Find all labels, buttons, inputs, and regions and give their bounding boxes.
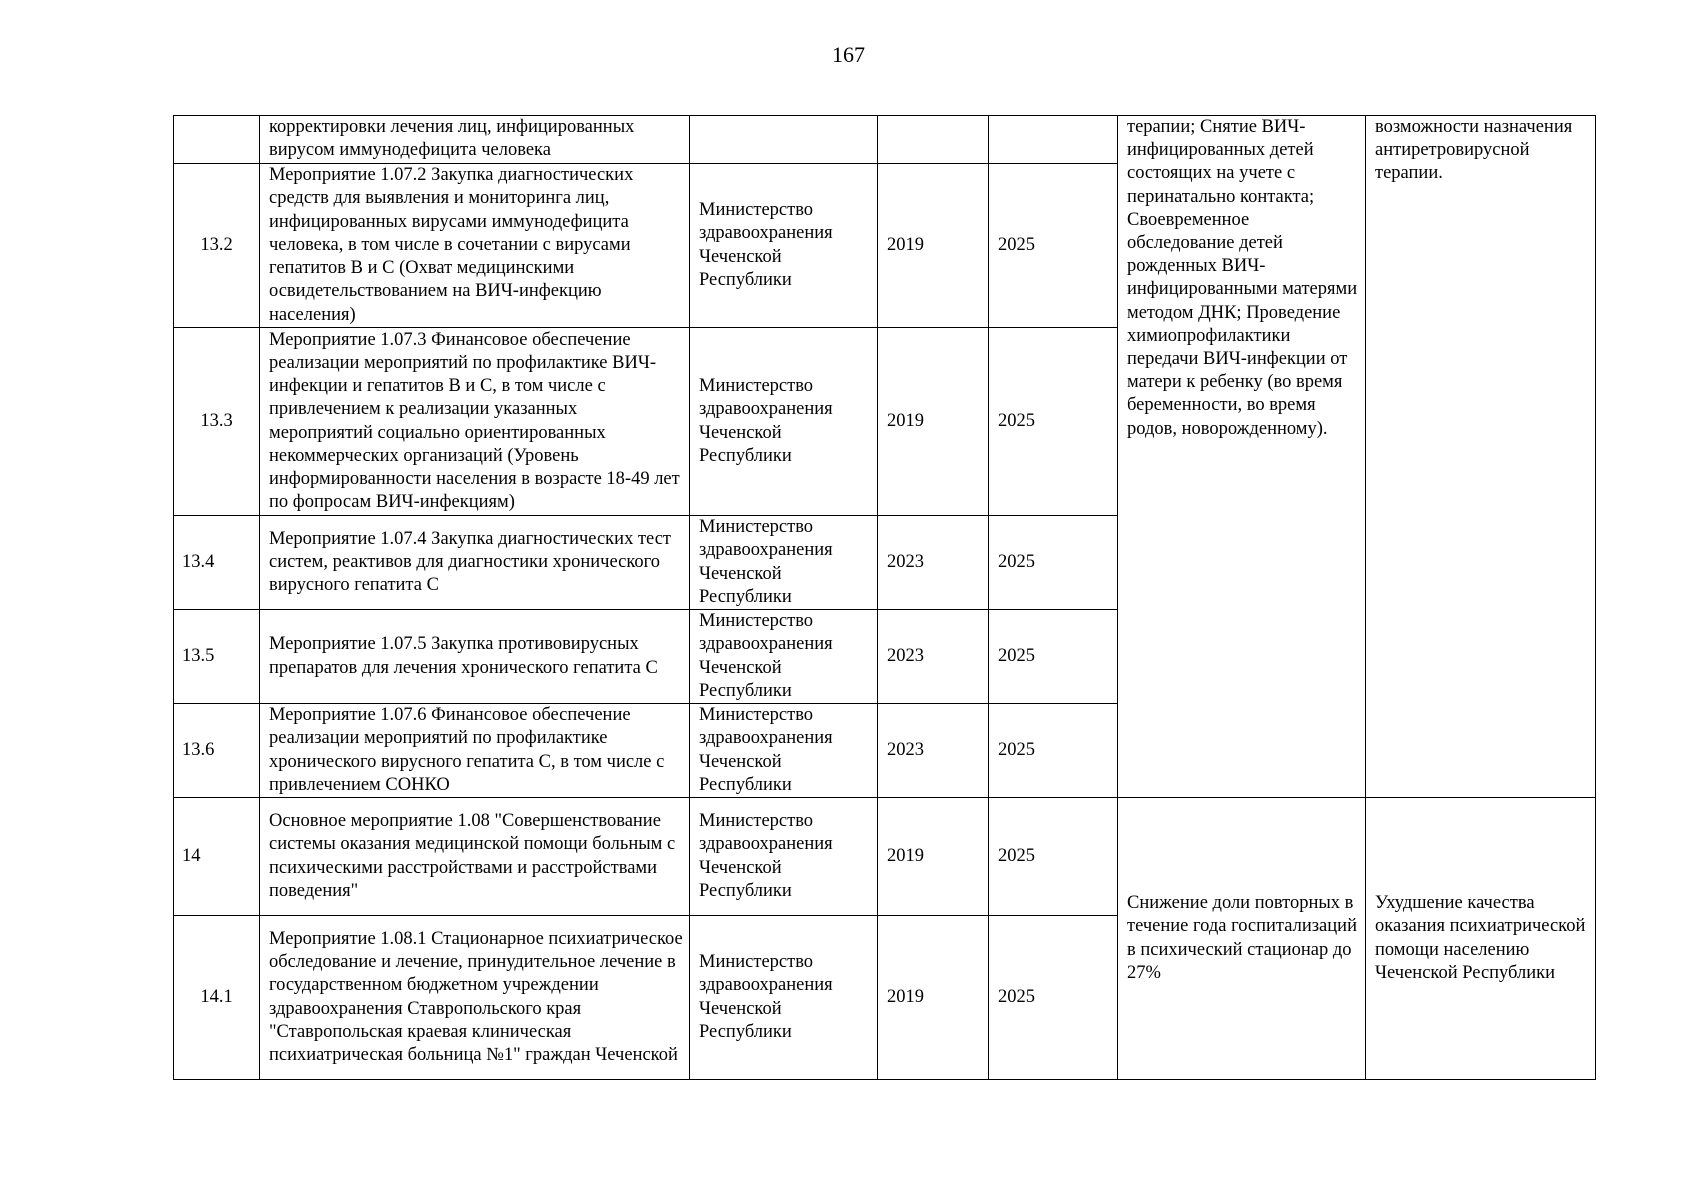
executor-cell: Министерство здравоохранения Чеченской Республики bbox=[690, 610, 878, 704]
executor-cell: Министерство здравоохранения Чеченской Республики bbox=[690, 916, 878, 1080]
row-number-cell bbox=[174, 116, 260, 164]
end-year-cell: 2025 bbox=[989, 516, 1118, 610]
start-year-cell: 2019 bbox=[878, 798, 989, 916]
executor-cell: Министерство здравоохранения Чеченской Республики bbox=[690, 164, 878, 328]
executor-cell: Министерство здравоохранения Чеченской Республики bbox=[690, 798, 878, 916]
program-measures-table bbox=[173, 115, 1596, 1080]
start-year-cell: 2019 bbox=[878, 328, 989, 516]
row-number-cell: 13.3 bbox=[174, 328, 260, 516]
row-number-cell: 13.6 bbox=[174, 704, 260, 798]
executor-cell: Министерство здравоохранения Чеченской Республики bbox=[690, 704, 878, 798]
executor-cell: Министерство здравоохранения Чеченской Республики bbox=[690, 516, 878, 610]
start-year-cell: 2023 bbox=[878, 516, 989, 610]
end-year-cell: 2025 bbox=[989, 610, 1118, 704]
row-number-cell: 13.4 bbox=[174, 516, 260, 610]
table-row bbox=[174, 116, 1596, 164]
row-number-cell: 13.5 bbox=[174, 610, 260, 704]
row-number-cell: 13.2 bbox=[174, 164, 260, 328]
start-year-cell bbox=[878, 116, 989, 164]
consequence-cell: Ухудшение качества оказания психиатрической помощи населению Чеченской Республики bbox=[1366, 798, 1596, 1080]
end-year-cell: 2025 bbox=[989, 704, 1118, 798]
end-year-cell: 2025 bbox=[989, 798, 1118, 916]
consequence-cell: возможности назначения антиретровирусной терапии. bbox=[1366, 116, 1596, 798]
end-year-cell: 2025 bbox=[989, 164, 1118, 328]
measure-name-cell: Мероприятие 1.07.4 Закупка диагностических тест систем, реактивов для диагностики хронического вирусного гепатита С bbox=[260, 516, 690, 610]
page-number: 167 bbox=[832, 42, 865, 67]
row-number-cell: 14.1 bbox=[174, 916, 260, 1080]
executor-cell: Министерство здравоохранения Чеченской Республики bbox=[690, 328, 878, 516]
measure-name-cell: Мероприятие 1.07.2 Закупка диагностических средств для выявления и мониторинга лиц, инфицированных вирусами иммунодефицита человека, в том числе в сочетании с вирусами гепатитов В и С (Охват медицинскими освидетельствованием на ВИЧ-инфекцию населения) bbox=[260, 164, 690, 328]
start-year-cell: 2019 bbox=[878, 916, 989, 1080]
start-year-cell: 2023 bbox=[878, 704, 989, 798]
executor-cell bbox=[690, 116, 878, 164]
expected-result-cell: терапии; Снятие ВИЧ-инфицированных детей состоящих на учете с перинатально контакта; Своевременное обследование детей рожденных ВИЧ-инфицированными матерями методом ДНК; Проведение химиопрофилактики передачи ВИЧ-инфекции от матери к ребенку (во время беременности, во время родов, новорожденному). bbox=[1118, 116, 1366, 798]
expected-result-cell: Снижение доли повторных в течение года госпитализаций в психический стационар до 27% bbox=[1118, 798, 1366, 1080]
measure-name-cell: Мероприятие 1.07.6 Финансовое обеспечение реализации мероприятий по профилактике хронического вирусного гепатита С, в том числе с привлечением СОНКО bbox=[260, 704, 690, 798]
end-year-cell bbox=[989, 116, 1118, 164]
measure-name-cell: Мероприятие 1.08.1 Стационарное психиатрическое обследование и лечение, принудительное лечение в государственном бюджетном учреждении здравоохранения Ставропольского края "Ставропольская краевая клиническая психиатрическая больница №1" граждан Чеченской bbox=[260, 916, 690, 1080]
measure-name-cell: корректировки лечения лиц, инфицированных вирусом иммунодефицита человека bbox=[260, 116, 690, 164]
measure-name-cell: Мероприятие 1.07.3 Финансовое обеспечение реализации мероприятий по профилактике ВИЧ-инфекции и гепатитов В и С, в том числе с привлечением к реализации указанных мероприятий социально ориентированных некоммерческих организаций (Уровень информированности населения в возрасте 18-49 лет по фопросам ВИЧ-инфекциям) bbox=[260, 328, 690, 516]
table-row bbox=[174, 798, 1596, 916]
start-year-cell: 2019 bbox=[878, 164, 989, 328]
start-year-cell: 2023 bbox=[878, 610, 989, 704]
measure-name-cell: Основное мероприятие 1.08 "Совершенствование системы оказания медицинской помощи больным с психическими расстройствами и расстройствами поведения" bbox=[260, 798, 690, 916]
end-year-cell: 2025 bbox=[989, 916, 1118, 1080]
measure-name-cell: Мероприятие 1.07.5 Закупка противовирусных препаратов для лечения хронического гепатита С bbox=[260, 610, 690, 704]
end-year-cell: 2025 bbox=[989, 328, 1118, 516]
row-number-cell: 14 bbox=[174, 798, 260, 916]
